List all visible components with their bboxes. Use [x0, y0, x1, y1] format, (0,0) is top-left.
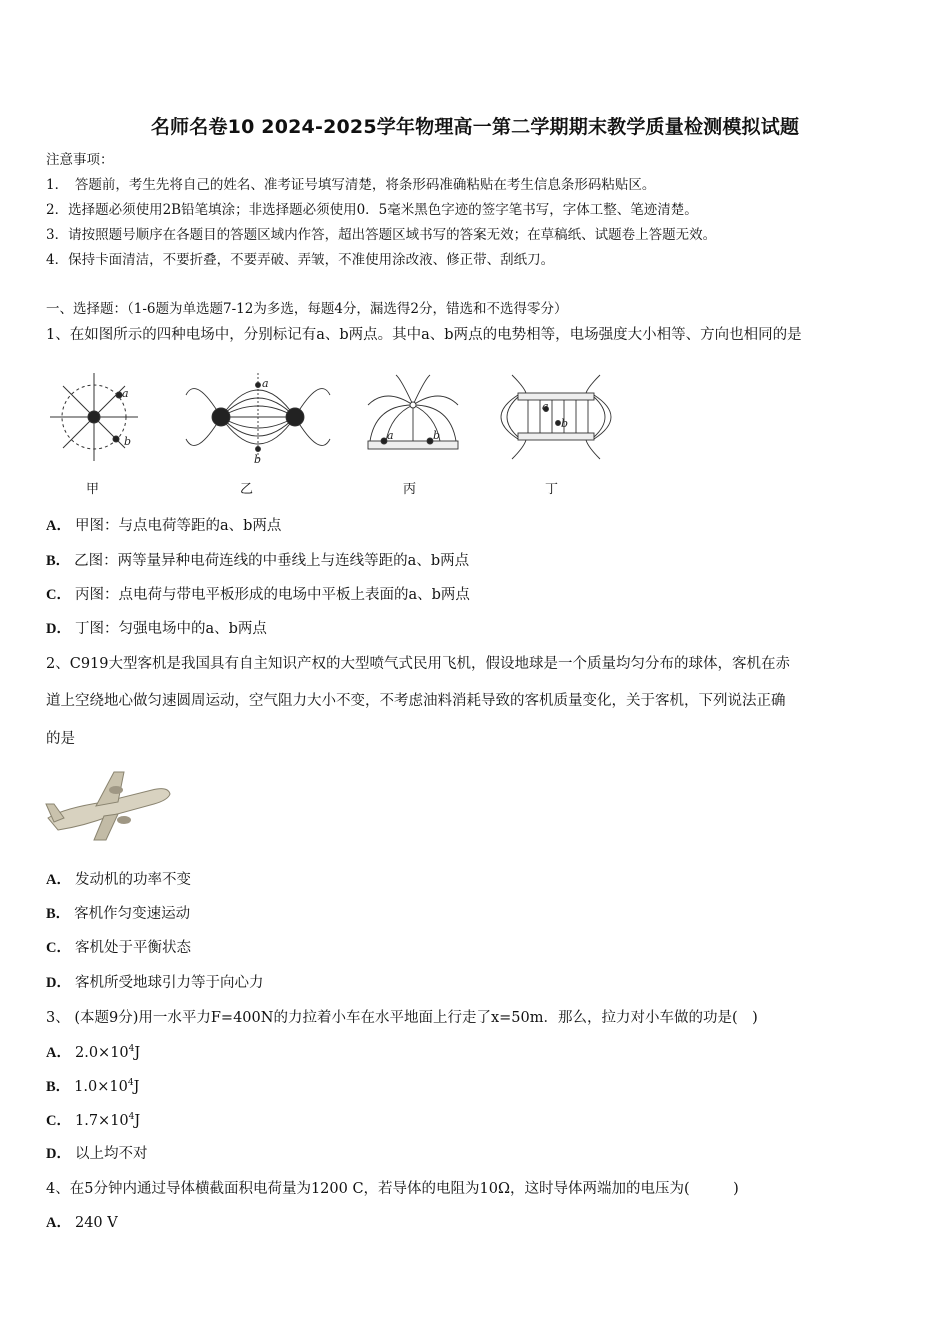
q2-option-c: C． 客机处于平衡状态	[46, 940, 191, 956]
fig-ding-label-b: b	[561, 417, 569, 430]
q3-option-c: C． $1.7\times 10^4J$	[46, 1112, 141, 1129]
q3-option-b: B． $1.0\times 10^4J$	[46, 1078, 140, 1095]
figure-caption-ding: 丁	[545, 482, 559, 497]
section-heading: 一、选择题：（1-6题为单选题7-12为多选，每题4分，漏选得2分，错选和不选得零分）	[46, 301, 568, 317]
question-2-stem-line2: 道上空绕地心做匀速圆周运动，空气阻力大小不变，不考虑油料消耗导致的客机质量变化，关于客机，下列说法正确	[46, 693, 786, 709]
q2-option-b: B． 客机作匀变速运动	[46, 906, 191, 922]
fig-jia-label-a: a	[122, 387, 129, 400]
notice-heading: 注意事项：	[46, 152, 114, 168]
question-4-stem: 4、在5分钟内通过导体横截面积电荷量为1200 C，若导体的电阻为10Ω，这时导体两端加的电压为( )	[46, 1181, 739, 1197]
question-2-stem-line3: 的是	[46, 731, 75, 747]
figure-caption-bing: 丙	[403, 482, 417, 497]
figure-caption-yi: 乙	[240, 482, 254, 497]
figure-caption-jia: 甲	[86, 482, 100, 497]
fig-bing-label-a: a	[387, 429, 394, 442]
q2-option-d: D． 客机所受地球引力等于向心力	[46, 975, 264, 991]
question-3-stem: 3、 (本题9分)用一水平力F=400N的力拉着小车在水平地面上行走了x=50m．那么，拉力对小车做的功是( )	[46, 1010, 758, 1026]
q1-option-d: D． 丁图：匀强电场中的a、b两点	[46, 621, 267, 637]
fig-ding-label-a: a	[542, 400, 549, 413]
q1-option-c: C． 丙图：点电荷与带电平板形成的电场中平板上表面的a、b两点	[46, 587, 470, 603]
figure-yi	[186, 373, 330, 461]
electric-field-figures	[46, 365, 626, 505]
notice-item-1: 1． 答题前，考生先将自己的姓名、准考证号填写清楚，将条形码准确粘贴在考生信息条形码粘贴区。	[46, 177, 656, 193]
notice-item-3: 3．请按照题号顺序在各题目的答题区域内作答，超出答题区域书写的答案无效；在草稿纸、试题卷上答题无效。	[46, 227, 717, 243]
q3-option-a: A． $2.0\times 10^4J$	[46, 1044, 141, 1061]
question-2-stem-line1: 2、C919大型客机是我国具有自主知识产权的大型喷气式民用飞机，假设地球是一个质量均匀分布的球体，客机在赤	[46, 656, 790, 672]
q1-option-a: A． 甲图：与点电荷等距的a、b两点	[46, 518, 282, 534]
notice-item-2: 2．选择题必须使用2B铅笔填涂；非选择题必须使用0．5毫米黑色字迹的签字笔书写，字体工整、笔迹清楚。	[46, 202, 698, 218]
fig-bing-label-b: b	[433, 429, 441, 442]
q1-option-b: B． 乙图：两等量异种电荷连线的中垂线上与连线等距的a、b两点	[46, 553, 470, 569]
fig-yi-label-b: b	[254, 453, 262, 466]
notice-item-4: 4．保持卡面清洁，不要折叠，不要弄破、弄皱，不准使用涂改液、修正带、刮纸刀。	[46, 252, 555, 268]
page-title: 名师名卷10 2024-2025学年物理高一第二学期期末教学质量检测模拟试题	[150, 116, 800, 138]
figure-bing	[368, 375, 458, 449]
fig-yi-label-a: a	[262, 377, 269, 390]
fig-jia-label-b: b	[124, 435, 132, 448]
figure-ding	[501, 375, 611, 459]
airplane-image	[44, 760, 174, 842]
q3-option-d: D． 以上均不对	[46, 1146, 148, 1162]
question-1-stem: 1、在如图所示的四种电场中，分别标记有a、b两点。其中a、b两点的电势相等，电场强度大小相等、方向也相同的是	[46, 327, 802, 343]
q2-option-a: A． 发动机的功率不变	[46, 872, 191, 888]
q4-option-a: A． 240 V	[46, 1215, 118, 1231]
